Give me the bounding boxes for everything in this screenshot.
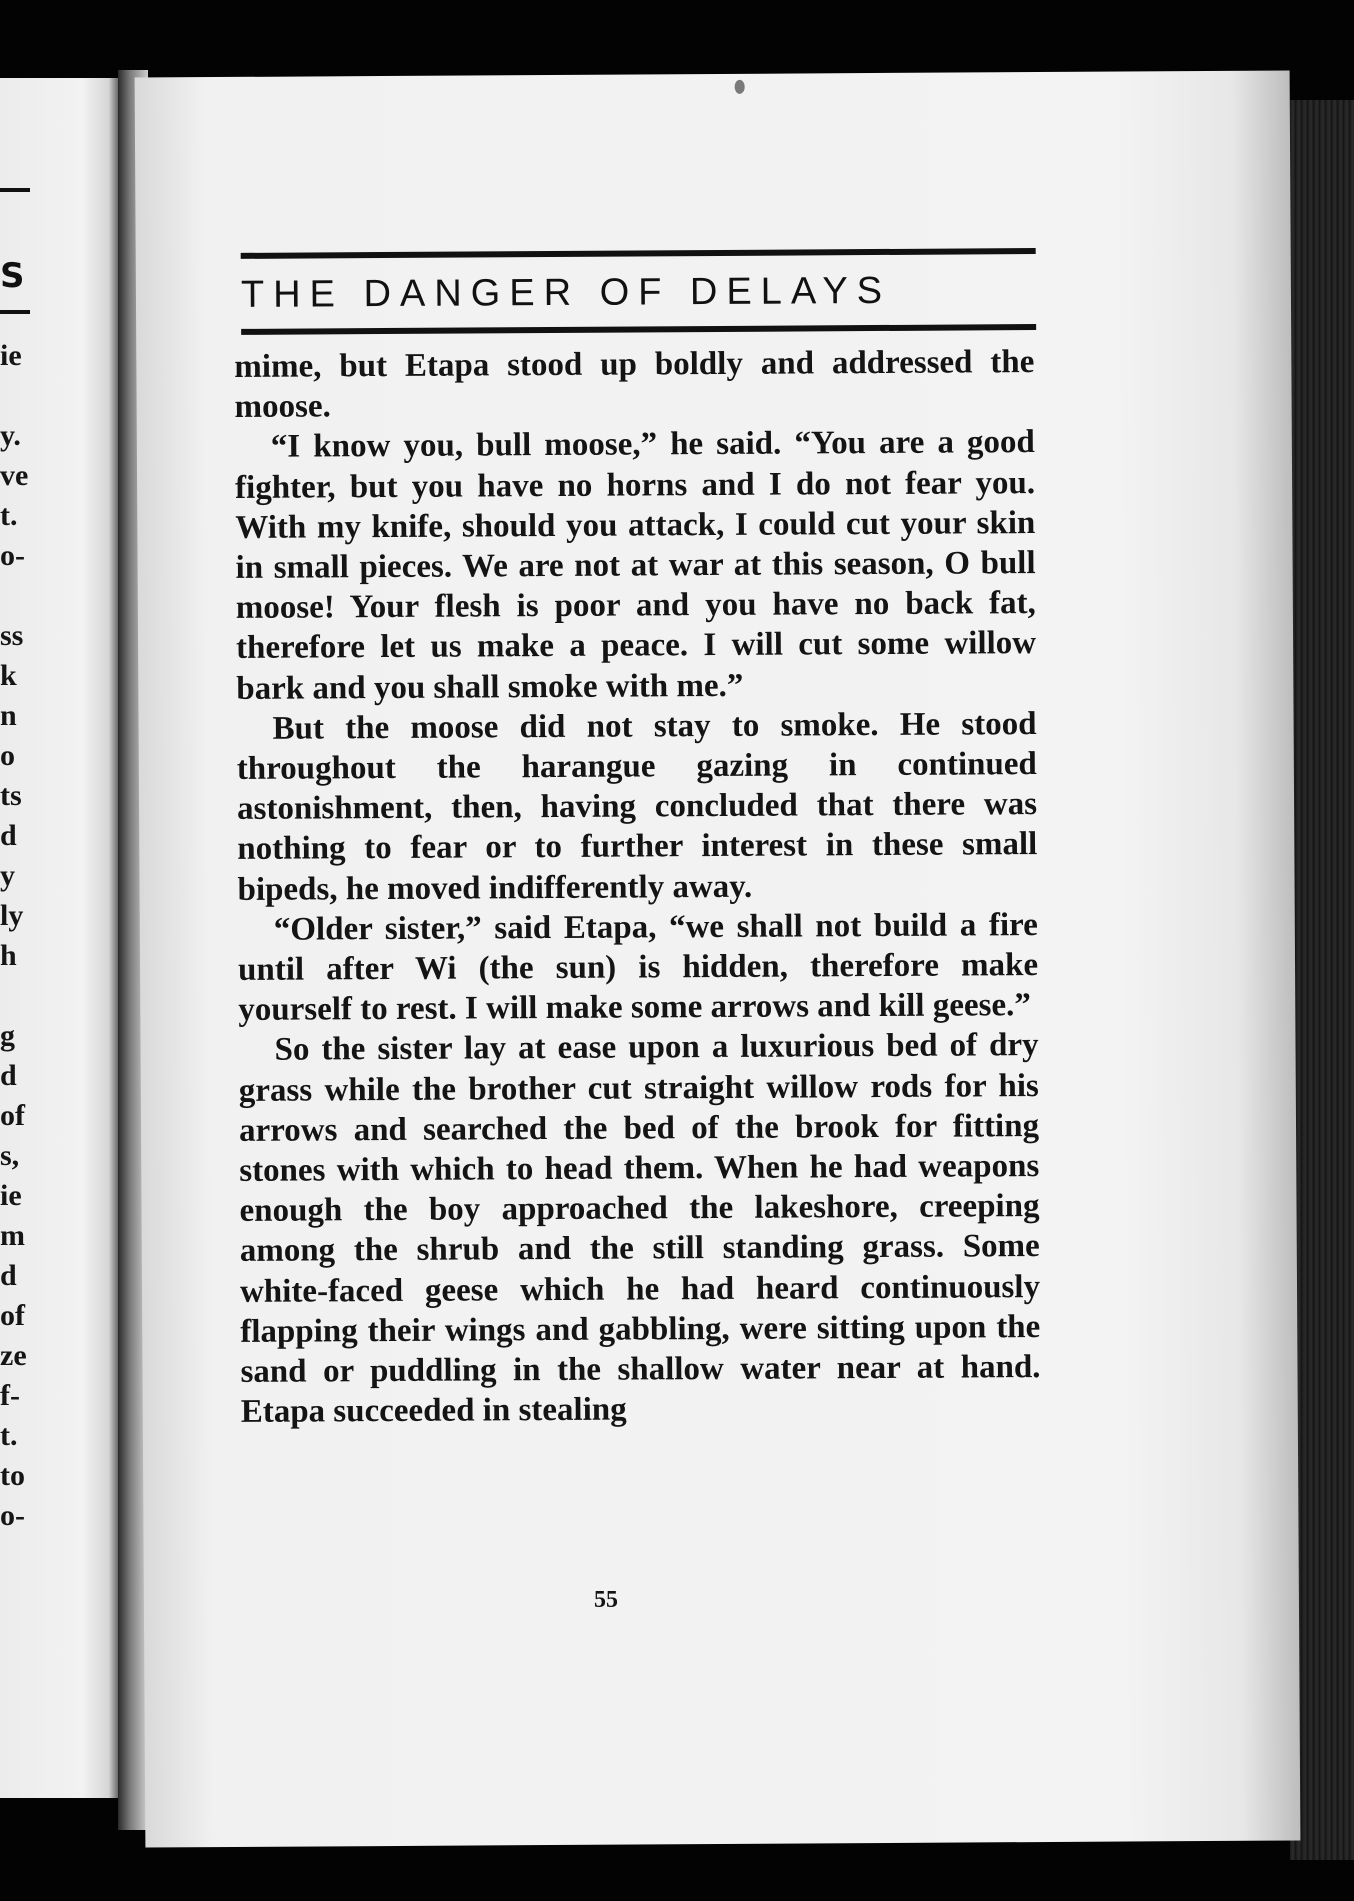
previous-page-bottom-rule bbox=[0, 310, 30, 314]
previous-page-line-fragment: d bbox=[0, 1259, 17, 1292]
paragraph: But the moose did not stay to smoke. He stood throughout the harangue gazing in continued astonishment, then, having concluded that there was nothing to fear or to further interest in these small bipeds, he moved indifferently away. bbox=[236, 705, 1038, 908]
paragraph: So the sister lay at ease upon a luxurious bed of dry grass while the brother cut straight willow rods for his arrows and searched the bed of the brook for fitting stones with which to head them. When he had weapons enough the boy approached the lakeshore, creeping among the shrub and the still standing grass. Some white-faced geese which he had heard continuously flapping their wings and gabbling, were sitting upon the sand or puddling in the shallow water near at hand. Etapa succeeded in stealing bbox=[238, 1027, 1041, 1431]
previous-page-line-fragment: m bbox=[0, 1219, 25, 1252]
previous-page-line-fragment: d bbox=[0, 819, 17, 852]
header-bottom-rule bbox=[241, 324, 1036, 335]
previous-page-line-fragment: of bbox=[0, 1099, 25, 1132]
previous-page-line-fragment: t. bbox=[0, 499, 18, 532]
previous-page-line-fragment: y bbox=[0, 859, 15, 892]
previous-page-line-fragment: o- bbox=[0, 1499, 25, 1532]
previous-page-line-fragment: k bbox=[0, 659, 17, 692]
paragraph: “Older sister,” said Etapa, “we shall not build a fire until after Wi (the sun) is hidden, therefore make yourself to rest. I will make some arrows and kill geese.” bbox=[237, 906, 1039, 1029]
previous-page-line-fragment: h bbox=[0, 939, 17, 972]
previous-page-heading-fragment: S bbox=[0, 256, 25, 296]
previous-page-line-fragment: ts bbox=[0, 779, 22, 812]
previous-page-line-fragment: o bbox=[0, 739, 15, 772]
paragraph: “I know you, bull moose,” he said. “You are a good fighter, but you have no horns and I do not fear you. With my knife, should you attack, I could cut your skin in small pieces. We are not at war at this season, O bull moose! Your flesh is poor and you have no back fat, therefore let us make a peace. I will cut some willow bark and you shall smoke with me.” bbox=[235, 424, 1037, 707]
dust-speck bbox=[735, 80, 745, 94]
previous-page-line-fragment: to bbox=[0, 1459, 25, 1492]
previous-page-line-fragment: ly bbox=[0, 899, 24, 932]
book-page bbox=[135, 70, 1301, 1847]
running-header bbox=[241, 248, 1036, 335]
paragraph-continued: mime, but Etapa stood up boldly and addressed the moose. bbox=[234, 344, 1035, 426]
header-top-rule bbox=[241, 248, 1036, 259]
previous-page-line-fragment: d bbox=[0, 1059, 17, 1092]
running-head-title: THE DANGER OF DELAYS bbox=[240, 269, 892, 316]
previous-page-line-fragment: ze bbox=[0, 1339, 27, 1372]
previous-page-line-fragment: s, bbox=[0, 1139, 20, 1172]
previous-page-line-fragment bbox=[0, 576, 28, 616]
book-page-edges bbox=[1290, 100, 1354, 1860]
previous-page-line-fragment: of bbox=[0, 1299, 25, 1332]
previous-page-line-fragment: ss bbox=[0, 619, 24, 652]
previous-page-line-fragments bbox=[0, 336, 28, 1536]
previous-page-line-fragment: t. bbox=[0, 1419, 18, 1452]
previous-page-line-fragment: ie bbox=[0, 1179, 22, 1212]
previous-page-line-fragment bbox=[0, 376, 28, 416]
previous-page-line-fragment: o- bbox=[0, 539, 25, 572]
previous-page-line-fragment: n bbox=[0, 699, 17, 732]
previous-page-line-fragment bbox=[0, 976, 28, 1016]
previous-page-top-rule bbox=[0, 188, 30, 192]
page-body-text bbox=[234, 342, 1041, 1432]
previous-page-fragment bbox=[0, 78, 118, 1798]
previous-page-line-fragment: ie bbox=[0, 339, 22, 372]
previous-page-line-fragment: f- bbox=[0, 1379, 20, 1412]
previous-page-line-fragment: ve bbox=[0, 459, 29, 492]
previous-page-line-fragment: y. bbox=[0, 419, 21, 452]
page-number: 55 bbox=[593, 1586, 618, 1613]
previous-page-line-fragment: g bbox=[0, 1019, 15, 1052]
